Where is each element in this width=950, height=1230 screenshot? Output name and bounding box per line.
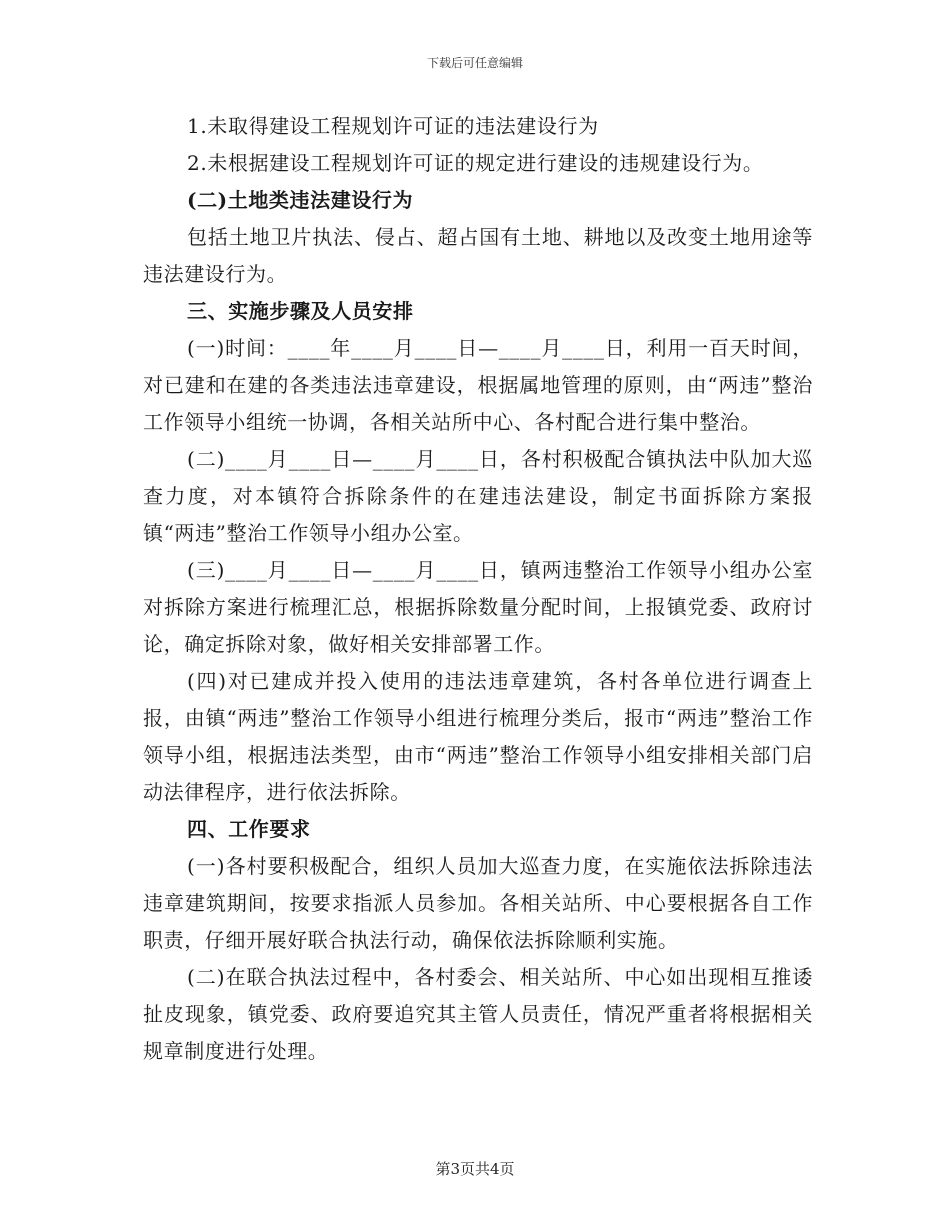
paragraph-step-3: (三)____月____日—____月____日，镇两违整治工作领导小组办公室对拆除方案进行梳理汇总，根据拆除数量分配时间，上报镇党委、政府讨论，确定拆除对象，做好相关安排部署工作。: [143, 558, 813, 656]
paragraph-land-scope: 包括土地卫片执法、侵占、超占国有土地、耕地以及改变土地用途等违法建设行为。: [143, 225, 813, 286]
document-body: [143, 108, 813, 1070]
list-item-2: 2.未根据建设工程规划许可证的规定进行建设的违规建设行为。: [187, 151, 764, 175]
paragraph-step-2: (二)____月____日—____月____日，各村积极配合镇执法中队加大巡查力度，对本镇符合拆除条件的在建违法建设，制定书面拆除方案报镇“两违”整治工作领导小组办公室。: [143, 447, 813, 545]
section-heading-land: (二)土地类违法建设行为: [187, 188, 414, 212]
section-heading-steps: 三、实施步骤及人员安排: [187, 299, 414, 323]
section-heading-requirements: 四、工作要求: [187, 817, 311, 841]
paragraph-step-4: (四)对已建成并投入使用的违法违章建筑，各村各单位进行调查上报，由镇“两违”整治工作领导小组进行梳理分类后，报市“两违”整治工作领导小组，根据违法类型，由市“两违”整治工作领导小组安排相关部门启动法律程序，进行依法拆除。: [143, 669, 813, 804]
paragraph-requirement-2: (二)在联合执法过程中，各村委会、相关站所、中心如出现相互推诿扯皮现象，镇党委、政府要追究其主管人员责任，情况严重者将根据相关规章制度进行处理。: [143, 965, 813, 1063]
page-header: 下载后可任意编辑: [426, 56, 523, 70]
list-item-1: 1.未取得建设工程规划许可证的违法建设行为: [187, 114, 599, 138]
paragraph-step-1: (一)时间：____年____月____日—____月____日，利用一百天时间，对已建和在建的各类违法违章建设，根据属地管理的原则，由“两违”整治工作领导小组统一协调，各相关站所中心、各村配合进行集中整治。: [143, 336, 813, 434]
paragraph-requirement-1: (一)各村要积极配合，组织人员加大巡查力度，在实施依法拆除违法违章建筑期间，按要求指派人员参加。各相关站所、中心要根据各自工作职责，仔细开展好联合执法行动，确保依法拆除顺利实施。: [143, 854, 813, 952]
page-number: 第3页共4页: [435, 1160, 515, 1178]
